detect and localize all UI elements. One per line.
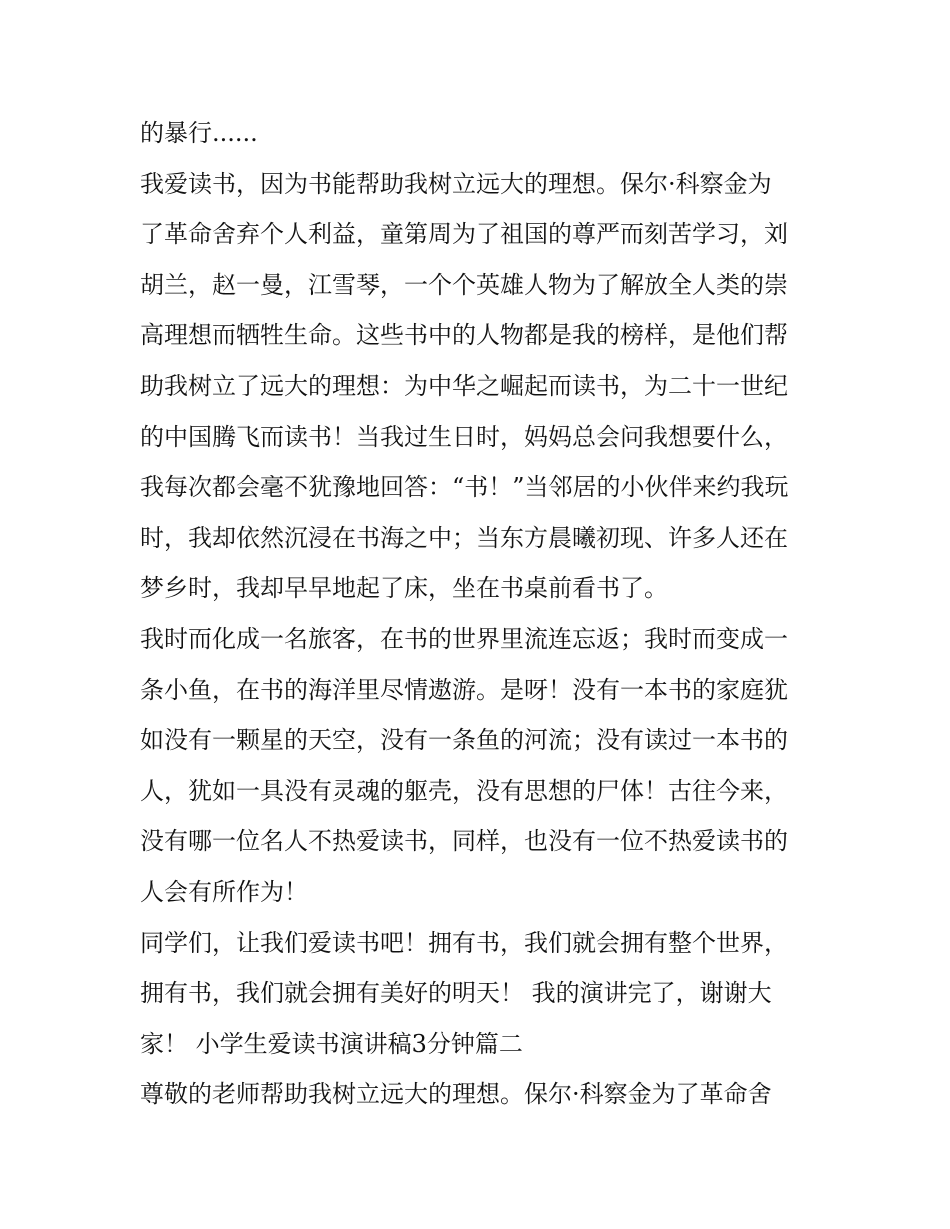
text-line: 我爱读书，因为书能帮助我树立远大的理想。保尔·科察金为 [140,169,772,198]
text-line: 助我树立了远大的理想：为中华之崛起而读书，为二十一世纪 [140,371,788,400]
text-line: 拥有书，我们就会拥有美好的明天！ 我的演讲完了，谢谢大 [140,979,772,1008]
text-line: 家！ 小学生爱读书演讲稿3分钟篇二 [140,1029,523,1058]
text-line: 的暴行...... [140,119,258,147]
text-line: 没有哪一位名人不热爱读书，同样，也没有一位不热爱读书的 [140,827,788,856]
text-line: 我每次都会毫不犹豫地回答：“书！”当邻居的小伙伴来约我玩 [140,473,789,502]
text-line: 尊敬的老师帮助我树立远大的理想。保尔·科察金为了革命舍 [140,1080,772,1109]
text-line: 人会有所作为！ [140,877,308,906]
text-line: 时，我却依然沉浸在书海之中；当东方晨曦初现、许多人还在 [140,523,788,552]
text-line: 的中国腾飞而读书！当我过生日时，妈妈总会问我想要什么， [140,422,788,451]
text-line: 了革命舍弃个人利益，童第周为了祖国的尊严而刻苦学习，刘 [140,220,788,249]
text-line: 同学们，让我们爱读书吧！拥有书，我们就会拥有整个世界， [140,928,788,957]
body-text [140,108,820,1120]
text-line: 高理想而牺牲生命。这些书中的人物都是我的榜样，是他们帮 [140,321,788,350]
text-line: 梦乡时，我却早早地起了床，坐在书桌前看书了。 [140,574,668,603]
text-line: 如没有一颗星的天空，没有一条鱼的河流；没有读过一本书的 [140,726,788,755]
text-line: 我时而化成一名旅客，在书的世界里流连忘返；我时而变成一 [140,624,788,653]
text-line: 人，犹如一具没有灵魂的躯壳，没有思想的尸体！古往今来， [140,776,788,805]
text-line: 条小鱼，在书的海洋里尽情遨游。是呀！没有一本书的家庭犹 [140,675,788,704]
text-line: 胡兰，赵一曼，江雪琴，一个个英雄人物为了解放全人类的崇 [140,270,788,299]
